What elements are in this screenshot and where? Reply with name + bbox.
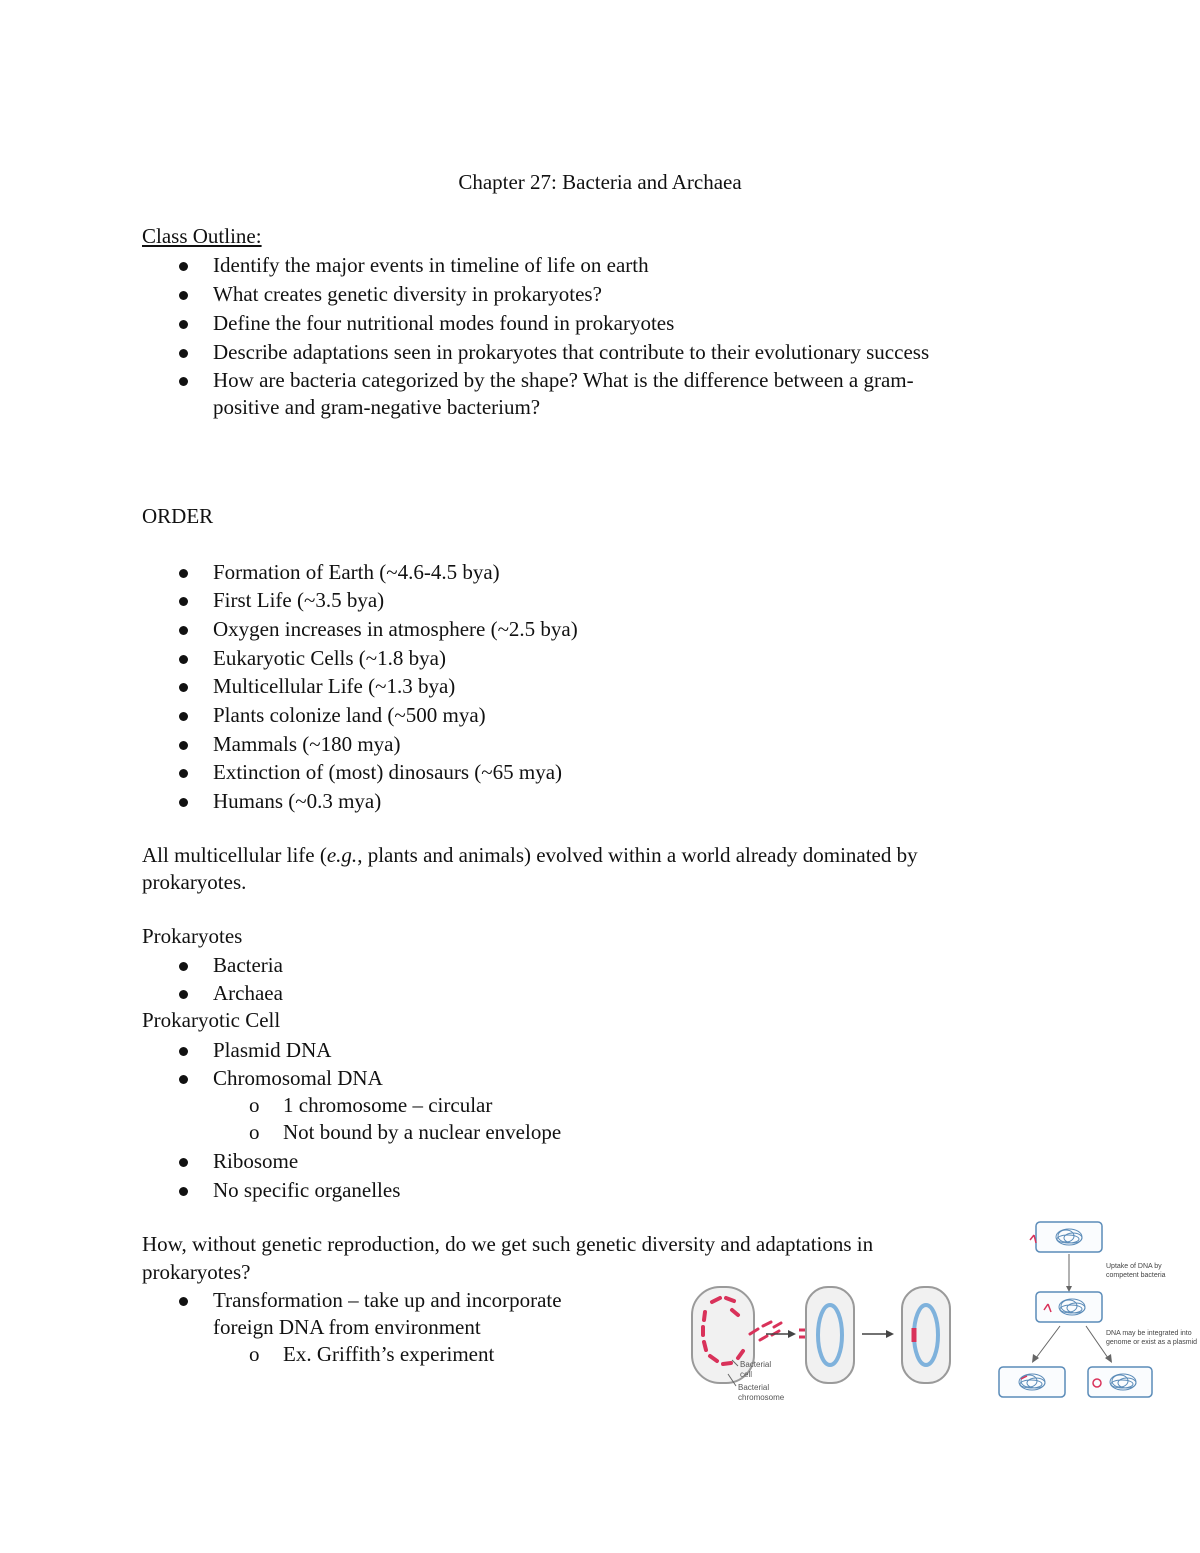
bullet-icon [179, 320, 188, 329]
arrow-diagonal-icon [1036, 1326, 1060, 1358]
list-item-continuation: positive and gram-negative bacterium? [213, 395, 541, 419]
arrow-diagonal-icon [1086, 1326, 1108, 1358]
list-item: Multicellular Life (~1.3 bya) [213, 674, 455, 699]
bullet-icon [179, 1187, 188, 1196]
bullet-icon [179, 655, 188, 664]
bullet-icon [179, 962, 188, 971]
list-item: Plasmid DNA [213, 1038, 331, 1063]
bullet-icon [179, 349, 188, 358]
bullet-icon [179, 798, 188, 807]
list-item: Humans (~0.3 mya) [213, 789, 381, 814]
sub-list-item: o 1 chromosome – circular [249, 1093, 493, 1117]
bacterial-chromosome-label-2: chromosome [738, 1393, 785, 1402]
bullet-icon [179, 597, 188, 606]
list-item: Ribosome [213, 1149, 298, 1174]
list-item: Transformation – take up and incorporate [213, 1288, 562, 1313]
outline-heading: Class Outline: [142, 224, 262, 248]
list-item: Extinction of (most) dinosaurs (~65 mya) [213, 760, 562, 785]
prokaryotic-cell-heading: Prokaryotic Cell [142, 1008, 281, 1032]
cell-box [1036, 1222, 1102, 1252]
page-title: Chapter 27: Bacteria and Archaea [458, 170, 742, 194]
bullet-icon [179, 769, 188, 778]
bullet-icon [179, 626, 188, 635]
list-item: Identify the major events in timeline of life on earth [213, 253, 649, 278]
diversity-question: How, without genetic reproduction, do we get such genetic diversity and adaptations in [142, 1232, 874, 1256]
bacterial-cell [806, 1287, 854, 1383]
integration-label-2: genome or exist as a plasmid [1106, 1339, 1198, 1346]
arrowhead-icon [1066, 1286, 1072, 1292]
list-item: What creates genetic diversity in prokaryotes? [213, 282, 602, 307]
multicellular-paragraph-line2: prokaryotes. [142, 870, 247, 894]
bullet-icon [179, 262, 188, 271]
circle-bullet-icon: o [249, 1120, 260, 1144]
list-item-continuation: foreign DNA from environment [213, 1315, 481, 1339]
uptake-label: Uptake of DNA by [1106, 1263, 1162, 1270]
bacterial-chromosome-label: Bacterial [738, 1383, 770, 1392]
dna-fragment-mark [1030, 1235, 1036, 1243]
cell-box [1088, 1367, 1152, 1397]
multicellular-paragraph: All multicellular life (e.g., plants and animals) evolved within a world already dominated by [142, 843, 918, 867]
list-item: Describe adaptations seen in prokaryotes that contribute to their evolutionary success [213, 340, 929, 365]
transformation-figure [688, 1282, 953, 1406]
bullet-icon [179, 1158, 188, 1167]
integration-label: DNA may be integrated into [1106, 1330, 1192, 1337]
list-item: Define the four nutritional modes found in prokaryotes [213, 311, 674, 336]
bullet-icon [179, 569, 188, 578]
bullet-icon [179, 712, 188, 721]
dna-uptake-figure [996, 1218, 1198, 1403]
list-item: Oxygen increases in atmosphere (~2.5 bya) [213, 617, 578, 642]
bacterial-cell-label: Bacterial [740, 1360, 772, 1369]
circle-bullet-icon: o [249, 1342, 260, 1366]
bullet-icon [179, 990, 188, 999]
bullet-icon [179, 291, 188, 300]
arrowhead-icon [886, 1330, 894, 1338]
bacterial-cell-label-2: cell [740, 1370, 753, 1379]
prokaryotes-heading: Prokaryotes [142, 924, 243, 948]
bullet-icon [179, 1075, 188, 1084]
uptake-label-2: competent bacteria [1106, 1272, 1166, 1279]
bullet-icon [179, 741, 188, 750]
list-item: Plants colonize land (~500 mya) [213, 703, 486, 728]
bullet-icon [179, 1047, 188, 1056]
circle-bullet-icon: o [249, 1093, 260, 1117]
bullet-icon [179, 683, 188, 692]
order-heading: ORDER [142, 504, 214, 528]
list-item: Eukaryotic Cells (~1.8 bya) [213, 646, 446, 671]
sub-list-item: o Ex. Griffith’s experiment [249, 1342, 495, 1366]
list-item: Bacteria [213, 953, 283, 978]
list-item: Formation of Earth (~4.6-4.5 bya) [213, 560, 500, 585]
bullet-icon [179, 377, 188, 386]
sub-list-item: o Not bound by a nuclear envelope [249, 1120, 562, 1144]
arrowhead-icon [788, 1330, 796, 1338]
list-item: How are bacteria categorized by the shape? What is the difference between a gram- [213, 368, 914, 393]
bullet-icon [179, 1297, 188, 1306]
list-item: First Life (~3.5 bya) [213, 588, 384, 613]
cell-box [999, 1367, 1065, 1397]
list-item: Mammals (~180 mya) [213, 732, 401, 757]
diversity-question-line2: prokaryotes? [142, 1260, 251, 1284]
list-item: Archaea [213, 981, 283, 1006]
list-item: No specific organelles [213, 1178, 400, 1203]
list-item: Chromosomal DNA [213, 1066, 383, 1091]
bacterial-cell [902, 1287, 950, 1383]
